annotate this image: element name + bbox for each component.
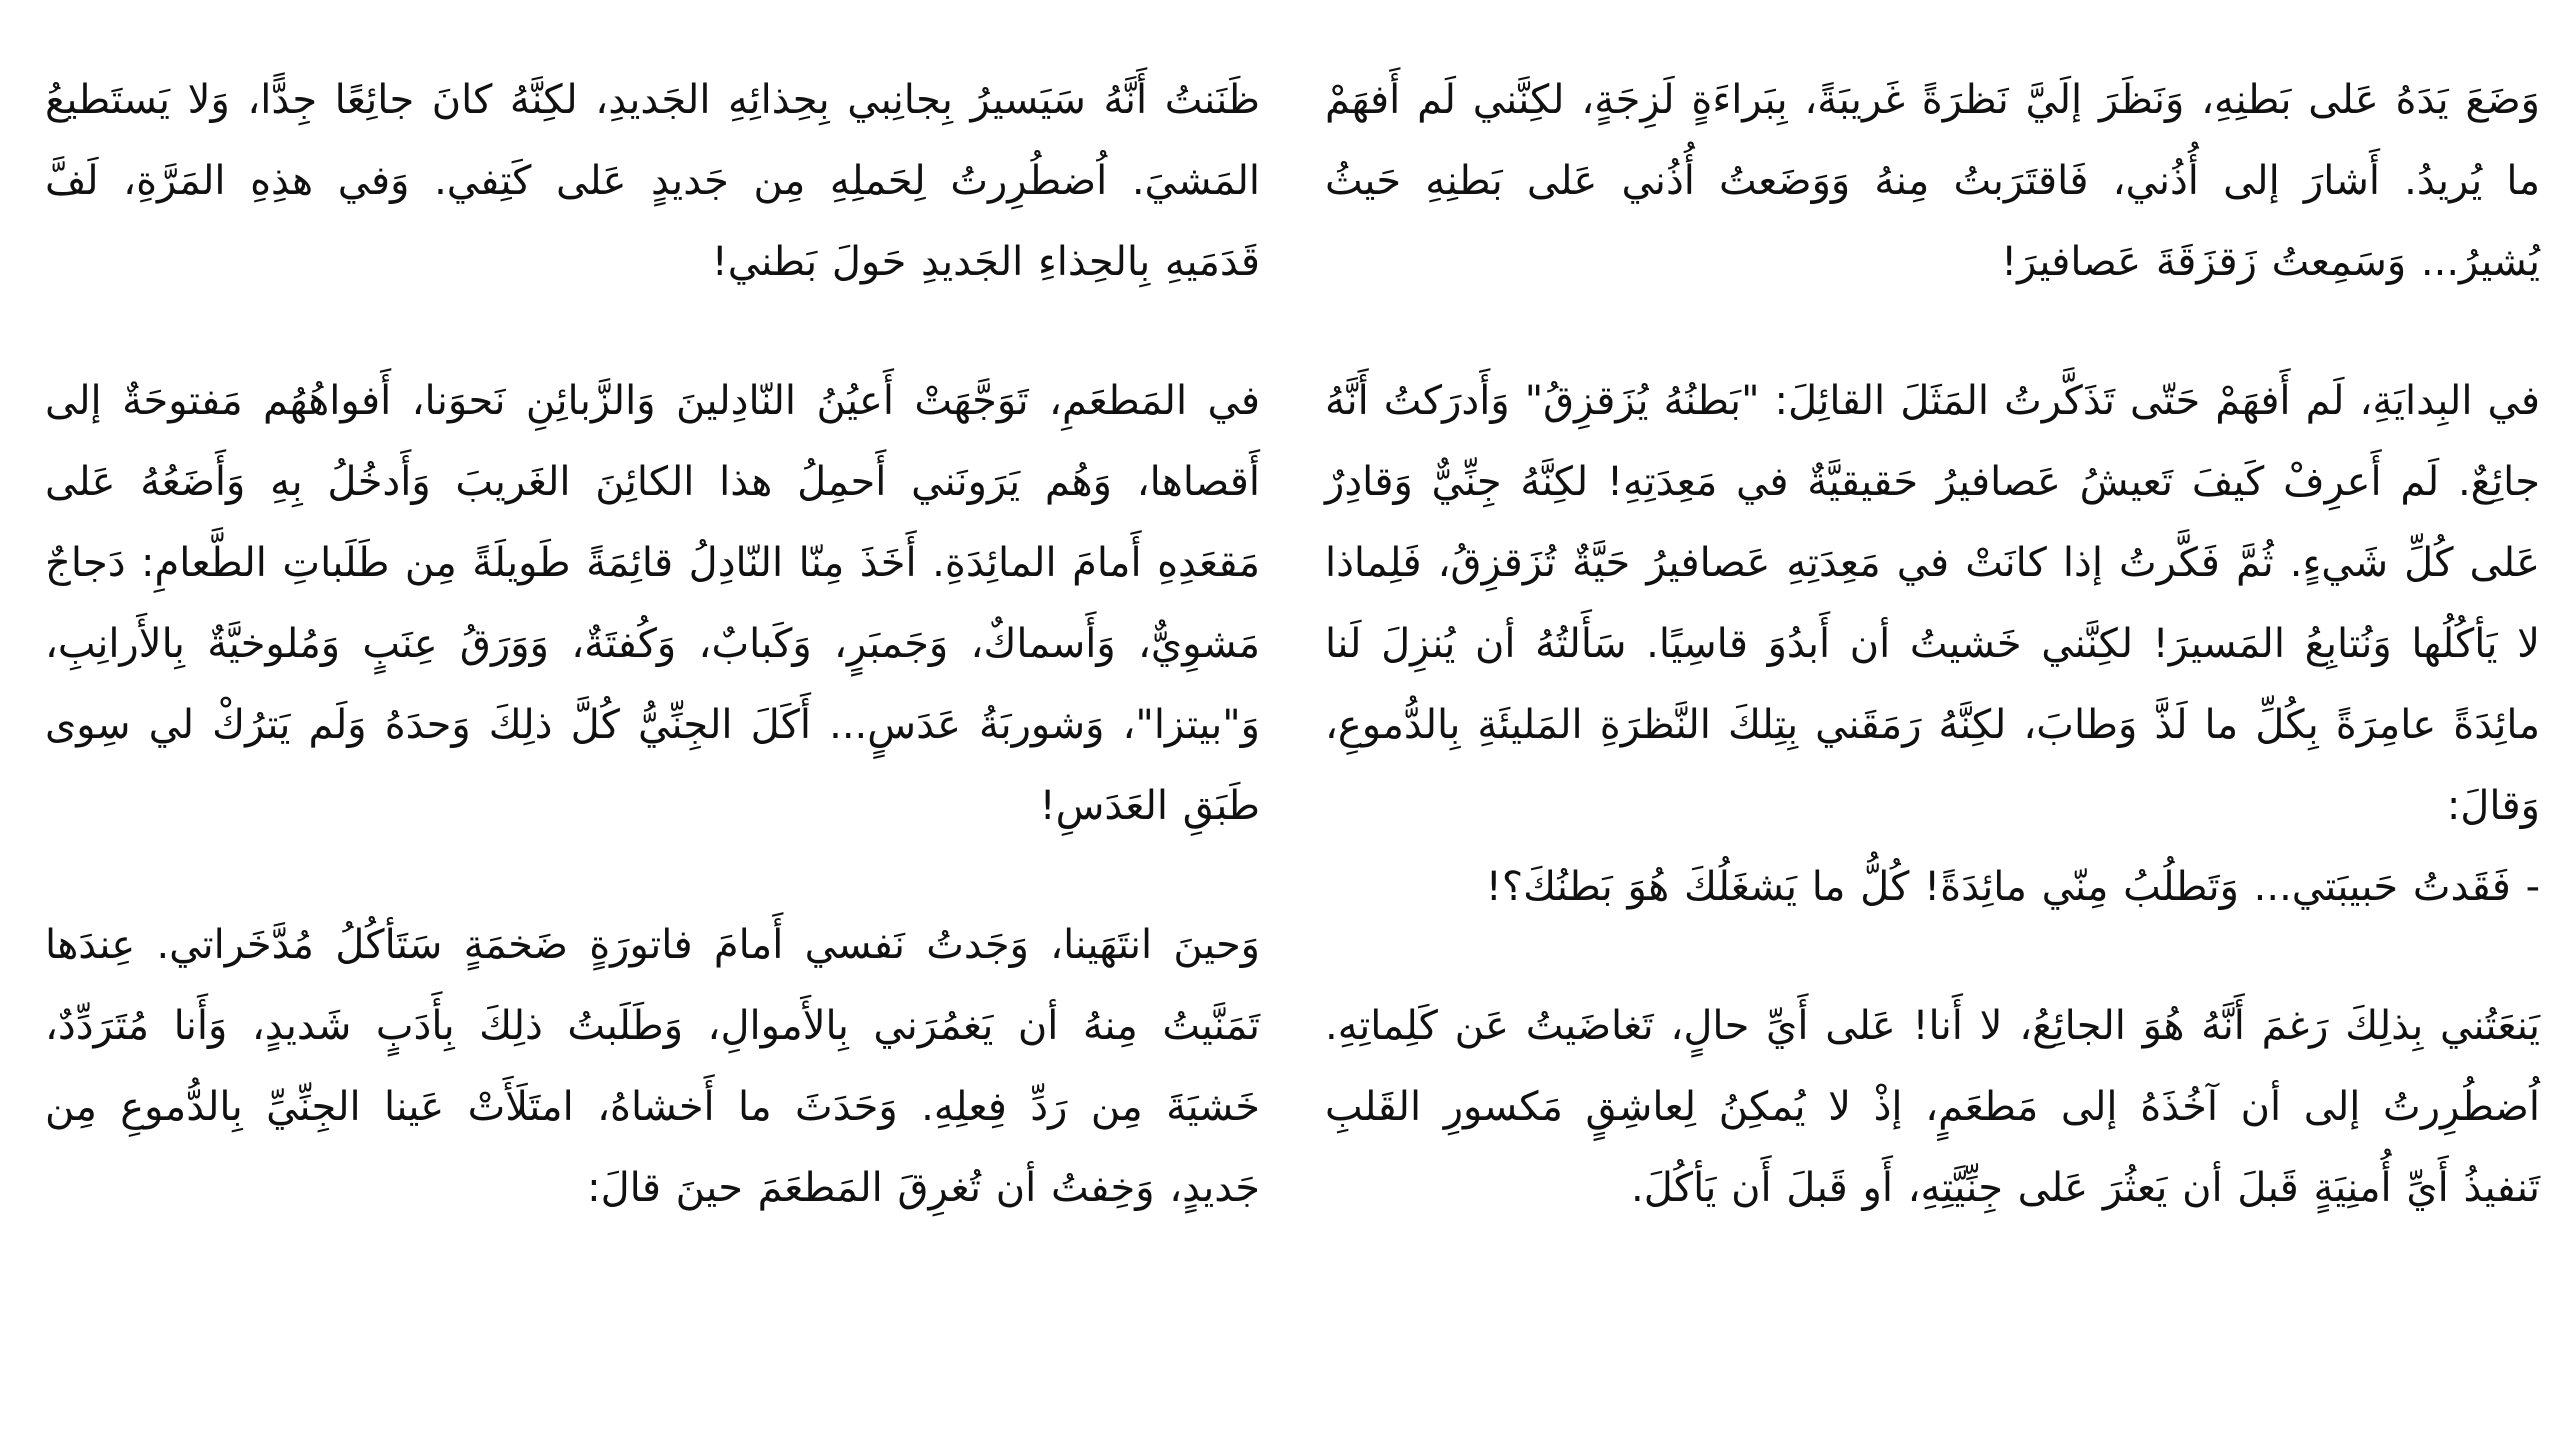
left-page-column [45,60,1260,1229]
paragraph: وَضَعَ يَدَهُ عَلى بَطنِهِ، وَنَظَرَ إلَيَّ نَظرَةً غَريبَةً، بِبَراءَةٍ لَزِجَةٍ، لكِنَّني لَم أَفهَمْ ما يُريدُ. أَشارَ إلى أُذُني، فَاقتَرَبتُ مِنهُ وَوَضَعتُ أُذُني عَلى بَطنِهِ حَيثُ يُشيرُ... وَسَمِعتُ زَقزَقَةَ عَصافيرَ! [1325,77,2540,285]
right-page-column [1325,60,2540,1229]
paragraph: يَنعَتُني بِذلِكَ رَغمَ أَنَّهُ هُوَ الجائِعُ، لا أَنا! عَلى أَيِّ حالٍ، تَغاضَيتُ عَن كَلِماتِهِ. اُضطُرِرتُ إلى أن آخُذَهُ إلى مَطعَمٍ، إذْ لا يُمكِنُ لِعاشِقٍ مَكسورِ القَلبِ تَنفيذُ أَيِّ أُمنِيَةٍ قَبلَ أن يَعثُرَ عَلى جِنِّيَّتِهِ، أَو قَبلَ أَن يَأكُلَ. [1325,1003,2540,1211]
dialogue-line: - فَقَدتُ حَبيبَتي... وَتَطلُبُ مِنّي مائِدَةً! كُلُّ ما يَشغَلُكَ هُوَ بَطنُكَ؟! [1485,864,2540,910]
paragraph: ظَنَنتُ أَنَّهُ سَيَسيرُ بِجانِبي بِحِذائِهِ الجَديدِ، لكِنَّهُ كانَ جائِعًا جِدًّا، وَلا يَستَطيعُ المَشيَ. اُضطُرِرتُ لِحَملِهِ مِن جَديدٍ عَلى كَتِفي. وَفي هذِهِ المَرَّةِ، لَفَّ قَدَمَيهِ بِالحِذاءِ الجَديدِ حَولَ بَطني! [45,77,1260,285]
paragraph: في البِدايَةِ، لَم أَفهَمْ حَتّى تَذَكَّرتُ المَثَلَ القائِلَ: "بَطنُهُ يُزَقزِقُ" وَأَدرَكتُ أَنَّهُ جائِعٌ. لَم أَعرِفْ كَيفَ تَعيشُ عَصافيرُ حَقيقيَّةٌ في مَعِدَتِهِ! لكِنَّهُ جِنِّيٌّ وَقادِرٌ عَلى كُلِّ شَيءٍ. ثُمَّ فَكَّرتُ إذا كانَتْ في مَعِدَتِهِ عَصافيرُ حَيَّةٌ تُزَقزِقُ، فَلِماذا لا يَأكُلُها وَنُتابِعُ المَسيرَ! لكِنَّني خَشيتُ أن أَبدُوَ قاسِيًا. سَأَلتُهُ أن يُنزِلَ لَنا مائِدَةً عامِرَةً بِكُلِّ ما لَذَّ وَطابَ، لكِنَّهُ رَمَقَني بِتِلكَ النَّظرَةِ المَليئَةِ بِالدُّموعِ، وَقالَ: [1325,378,2540,829]
paragraph: في المَطعَمِ، تَوَجَّهَتْ أَعيُنُ النّادِلينَ وَالزَّبائِنِ نَحوَنا، أَفواهُهُم مَفتوحَةٌ إلى أَقصاها، وَهُم يَرَونَني أَحمِلُ هذا الكائِنَ الغَريبَ وَأَدخُلُ بِهِ وَأَضَعُهُ عَلى مَقعَدِهِ أَمامَ المائِدَةِ. أَخَذَ مِنّا النّادِلُ قائِمَةً طَويلَةً مِن طَلَباتِ الطَّعامِ: دَجاجٌ مَشوِيٌّ، وَأَسماكٌ، وَجَمبَرٍ، وَكَبابٌ، وَكُفتَةٌ، وَوَرَقُ عِنَبٍ وَمُلوخيَّةٌ بِالأَرانِبِ، وَ"بيتزا"، وَشوربَةُ عَدَسٍ... أَكَلَ الجِنِّيُّ كُلَّ ذلِكَ وَحدَهُ وَلَم يَترُكْ لي سِوى طَبَقِ العَدَسِ! [45,378,1260,829]
paragraph: وَحينَ انتَهَينا، وَجَدتُ نَفسي أَمامَ فاتورَةٍ ضَخمَةٍ سَتَأكُلُ مُدَّخَراتي. عِندَها تَمَنَّيتُ مِنهُ أن يَغمُرَني بِالأَموالِ، وَطَلَبتُ ذلِكَ بِأَدَبٍ شَديدٍ، وَأَنا مُتَرَدِّدٌ، خَشيَةَ مِن رَدِّ فِعلِهِ. وَحَدَثَ ما أَخشاهُ، امتَلَأَتْ عَينا الجِنِّيِّ بِالدُّموعِ مِن جَديدٍ، وَخِفتُ أن تُغرِقَ المَطعَمَ حينَ قالَ: [45,922,1260,1211]
